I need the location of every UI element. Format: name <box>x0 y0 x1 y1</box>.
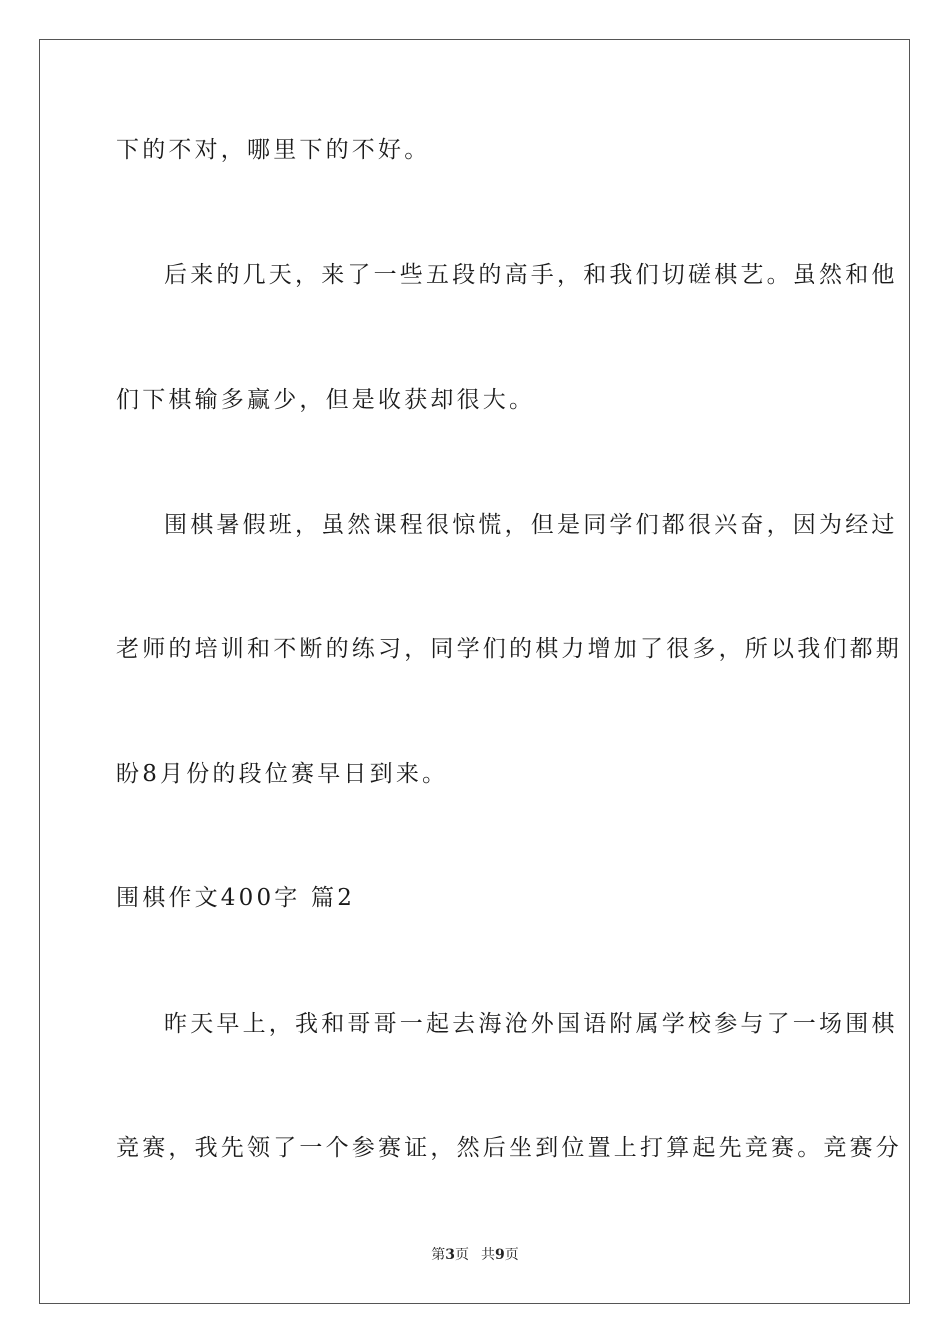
paragraph-line: 老师的培训和不断的练习，同学们的棋力增加了很多，所以我们都期 <box>116 636 902 662</box>
current-page-number: 3 <box>445 1247 455 1263</box>
paragraph-line: 竞赛，我先领了一个参赛证，然后坐到位置上打算起先竞赛。竞赛分 <box>116 1135 902 1161</box>
paragraph-line: 昨天早上，我和哥哥一起去海沧外国语附属学校参与了一场围棋 <box>164 1011 898 1037</box>
total-prefix: 共 <box>481 1247 495 1263</box>
page-border <box>39 39 910 1304</box>
paragraph-line: 后来的几天，来了一些五段的高手，和我们切磋棋艺。虽然和他 <box>164 262 898 288</box>
paragraph-line: 围棋暑假班，虽然课程很惊慌，但是同学们都很兴奋，因为经过 <box>164 512 898 538</box>
total-pages-number: 9 <box>495 1247 505 1263</box>
section-heading: 围棋作文400字 篇2 <box>116 885 356 911</box>
page-number-footer <box>0 1246 950 1264</box>
total-suffix: 页 <box>504 1247 519 1263</box>
page-prefix: 第 <box>431 1247 446 1263</box>
paragraph-line: 们下棋输多赢少，但是收获却很大。 <box>116 387 536 413</box>
paragraph-line: 下的不对，哪里下的不好。 <box>116 137 431 163</box>
paragraph-line: 盼8月份的段位赛早日到来。 <box>116 761 449 787</box>
page-suffix: 页 <box>455 1247 469 1263</box>
